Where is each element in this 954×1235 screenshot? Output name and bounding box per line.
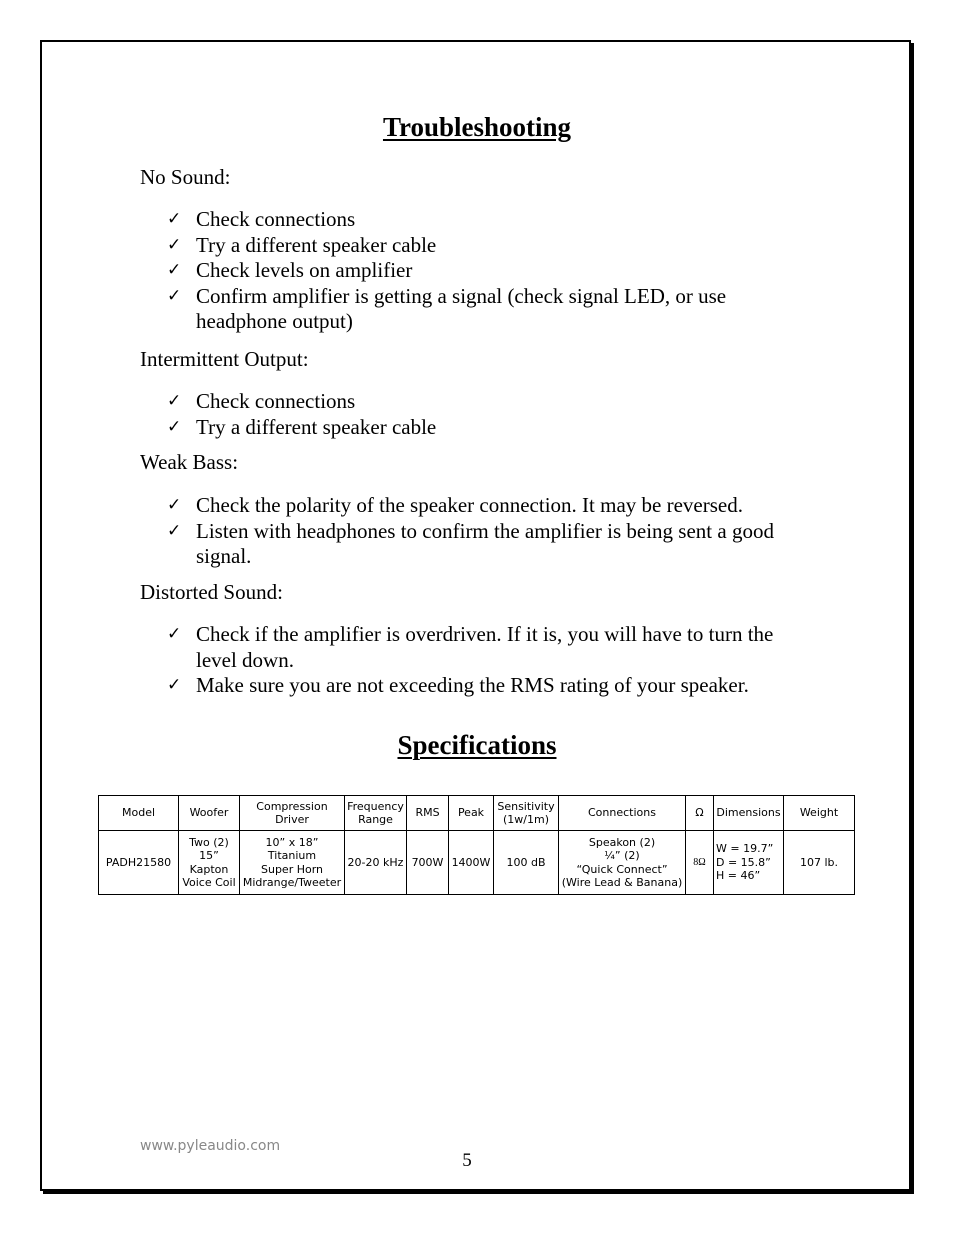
list-item xyxy=(167,284,807,335)
checklist-no-sound xyxy=(167,207,807,335)
checkmark-icon: ✓ xyxy=(167,416,182,437)
header-impedance: Ω xyxy=(686,796,714,831)
cell-line: 10” x 18” xyxy=(265,835,319,849)
list-item-text: Try a different speaker cable xyxy=(196,414,437,439)
checkmark-icon: ✓ xyxy=(167,209,182,229)
page-number: 5 xyxy=(462,1150,472,1171)
cell-rms: 700W xyxy=(407,831,449,895)
checkmark-icon: ✓ xyxy=(167,520,182,541)
list-item-text: Try a different speaker cable xyxy=(196,232,437,257)
cell-line: Voice Coil xyxy=(182,876,236,889)
checkmark-icon: ✓ xyxy=(167,260,182,280)
list-item xyxy=(167,258,807,284)
cell-dimensions xyxy=(714,831,784,895)
header-connections: Connections xyxy=(559,796,686,831)
checkmark-icon: ✓ xyxy=(167,675,182,695)
cell-line: Two (2) xyxy=(189,835,229,849)
cell-line: Super Horn xyxy=(260,862,324,876)
list-item-text: Make sure you are not exceeding the RMS rating of your speaker. xyxy=(196,673,749,697)
header-compression-driver: Compression Driver xyxy=(240,796,345,831)
list-item xyxy=(167,389,807,415)
cell-model: PADH21580 xyxy=(99,831,179,895)
list-item-text: Check if the amplifier is overdriven. If it is, you will have to turn the level down. xyxy=(196,622,774,672)
cell-line: H = 46” xyxy=(716,869,761,883)
list-item-text: Check connections xyxy=(196,389,356,413)
list-item xyxy=(167,493,807,519)
cell-peak: 1400W xyxy=(449,831,494,895)
list-item xyxy=(167,673,807,699)
list-item-text: Check the polarity of the speaker connection. It may be reversed. xyxy=(196,493,743,517)
checkmark-icon: ✓ xyxy=(167,285,182,306)
header-woofer: Woofer xyxy=(179,796,240,831)
section-label-distorted-sound: Distorted Sound: xyxy=(140,580,283,604)
checkmark-icon: ✓ xyxy=(167,391,182,411)
checkmark-icon: ✓ xyxy=(167,624,182,644)
header-sensitivity: Sensitivity (1w/1m) xyxy=(494,796,559,831)
header-frequency-range: Frequency Range xyxy=(345,796,407,831)
list-item xyxy=(167,519,807,570)
cell-line: (Wire Lead & Banana) xyxy=(561,876,683,889)
cell-line: 15” xyxy=(199,849,219,862)
header-peak: Peak xyxy=(449,796,494,831)
list-item-text: Check connections xyxy=(196,207,356,231)
checklist-distorted-sound xyxy=(167,622,807,699)
list-item xyxy=(167,415,807,441)
list-item xyxy=(167,233,807,259)
header-model: Model xyxy=(99,796,179,831)
table-header-row xyxy=(99,796,855,831)
list-item-text: Listen with headphones to confirm the amplifier is being sent a good signal. xyxy=(196,518,774,568)
cell-line: W = 19.7” xyxy=(716,842,774,856)
cell-compression-driver xyxy=(240,831,345,895)
specifications-table xyxy=(98,795,855,895)
cell-weight: 107 lb. xyxy=(784,831,855,895)
cell-line: Titanium xyxy=(267,849,317,862)
section-label-weak-bass: Weak Bass: xyxy=(140,450,239,474)
cell-line: “Quick Connect” xyxy=(576,862,668,876)
cell-woofer xyxy=(179,831,240,895)
checklist-intermittent-output xyxy=(167,389,807,440)
list-item xyxy=(167,207,807,233)
cell-line: ¼” (2) xyxy=(604,849,640,862)
cell-frequency-range: 20-20 kHz xyxy=(345,831,407,895)
header-rms: RMS xyxy=(407,796,449,831)
header-dimensions: Dimensions xyxy=(714,796,784,831)
list-item-text: Confirm amplifier is getting a signal (check signal LED, or use headphone output) xyxy=(196,283,727,333)
list-item-text: Check levels on amplifier xyxy=(196,258,413,282)
specifications-title: Specifications xyxy=(397,730,557,760)
cell-connections xyxy=(559,831,686,895)
table-row xyxy=(99,831,855,895)
header-weight: Weight xyxy=(784,796,855,831)
cell-sensitivity: 100 dB xyxy=(494,831,559,895)
footer-website: www.pyleaudio.com xyxy=(140,1138,281,1154)
checklist-weak-bass xyxy=(167,493,807,570)
section-label-intermittent-output: Intermittent Output: xyxy=(140,347,309,371)
checkmark-icon: ✓ xyxy=(167,495,182,515)
cell-line: D = 15.8” xyxy=(716,855,771,869)
cell-line: Kapton xyxy=(189,862,229,876)
checkmark-icon: ✓ xyxy=(167,234,182,255)
cell-line: Midrange/Tweeter xyxy=(242,876,342,889)
section-label-no-sound: No Sound: xyxy=(140,165,231,189)
list-item xyxy=(167,622,807,673)
troubleshooting-title: Troubleshooting xyxy=(382,112,572,142)
cell-impedance: 8Ω xyxy=(686,831,714,895)
cell-line: Speakon (2) xyxy=(588,835,656,849)
